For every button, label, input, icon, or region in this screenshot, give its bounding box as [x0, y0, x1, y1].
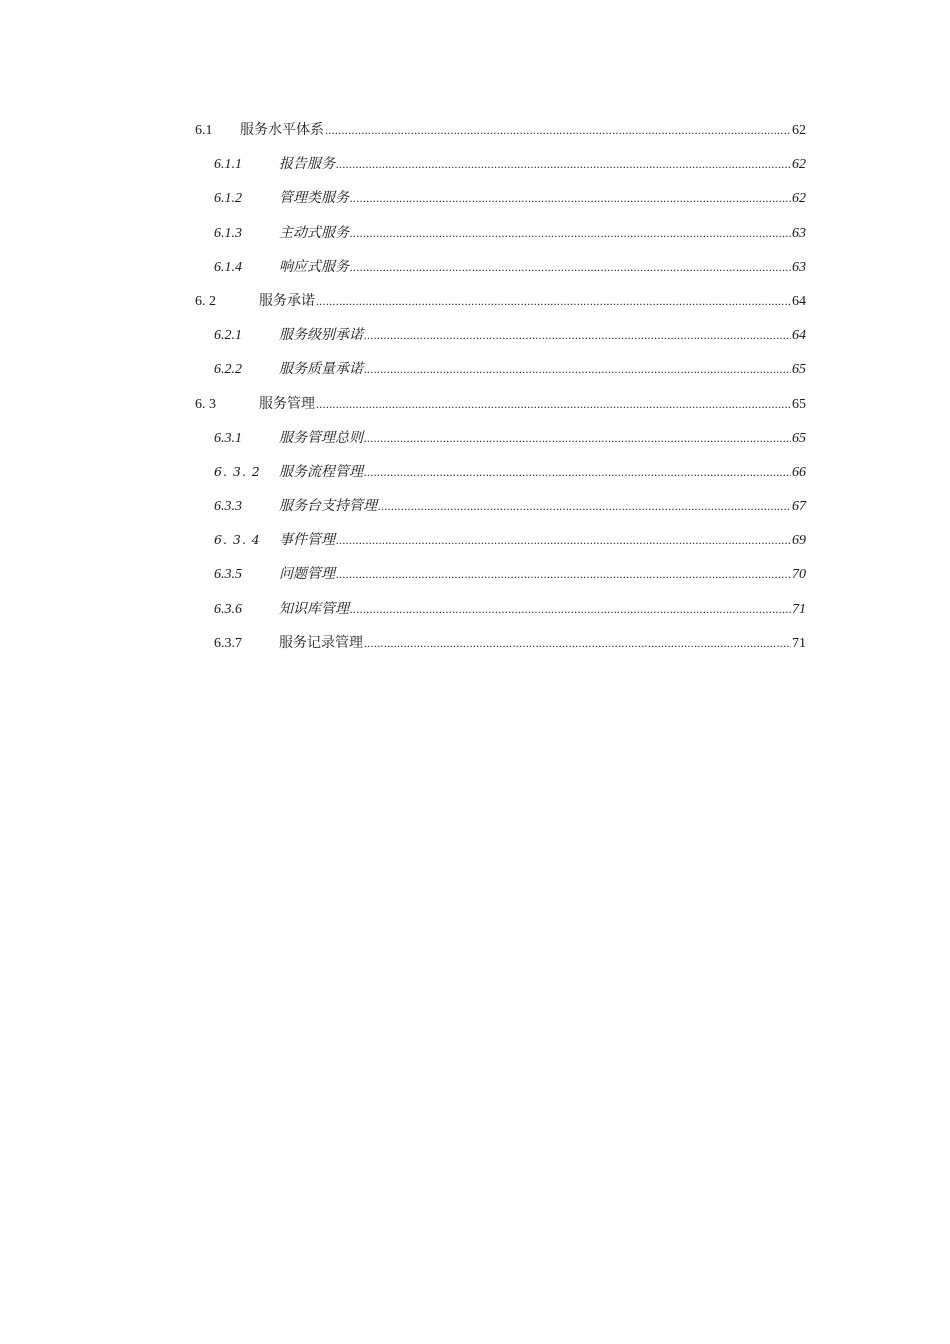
toc-dot-leader [325, 123, 791, 138]
toc-entry-number: 6.3.7 [214, 635, 242, 651]
toc-entry-title: 服务级别承诺 [279, 327, 363, 344]
toc-entry[interactable] [195, 290, 806, 324]
toc-dot-leader [364, 636, 791, 651]
toc-dot-leader [350, 602, 791, 617]
toc-dot-leader [378, 499, 791, 514]
toc-entry-number: 6. 3. 2 [214, 463, 261, 479]
toc-entry-title: 服务承诺 [259, 292, 315, 309]
toc-entry-page-number: 66 [792, 464, 806, 480]
toc-dot-leader [336, 157, 791, 172]
toc-entry[interactable] [195, 461, 806, 495]
toc-entry-title: 服务管理总则 [279, 429, 363, 446]
toc-dot-leader [336, 533, 791, 548]
toc-dot-leader [364, 431, 791, 446]
toc-entry-page-number: 65 [792, 430, 806, 446]
toc-dot-leader [350, 191, 791, 206]
toc-entry-number: 6.1 [195, 123, 213, 138]
toc-entry-page-number: 63 [792, 225, 806, 241]
toc-entry[interactable] [195, 153, 806, 187]
toc-entry-number: 6.3.5 [214, 567, 242, 583]
toc-entry[interactable] [195, 598, 806, 632]
toc-dot-leader [350, 260, 791, 275]
toc-entry-page-number: 71 [792, 601, 806, 617]
toc-entry-title: 主动式服务 [279, 224, 349, 241]
toc-entry-title: 知识库管理 [279, 600, 349, 617]
toc-entry-page-number: 62 [792, 123, 806, 138]
toc-entry-page-number: 65 [792, 396, 806, 412]
toc-entry[interactable] [195, 632, 806, 666]
toc-dot-leader [336, 567, 791, 582]
toc-entry[interactable] [195, 358, 806, 392]
toc-entry-number: 6. 2 [195, 293, 216, 309]
toc-entry-title: 服务水平体系 [240, 122, 324, 138]
toc-entry-page-number: 64 [792, 328, 806, 344]
toc-entry[interactable] [195, 222, 806, 256]
toc-entry-title: 报告服务 [279, 156, 335, 173]
toc-entry-title: 问题管理 [279, 566, 335, 583]
toc-entry-title: 服务记录管理 [279, 634, 363, 651]
toc-entry-number: 6.1.4 [214, 259, 242, 275]
toc-entry-page-number: 65 [792, 362, 806, 378]
toc-dot-leader [364, 328, 791, 343]
toc-entry-page-number: 67 [792, 499, 806, 515]
toc-entry[interactable] [195, 529, 806, 563]
toc-entry-title: 管理类服务 [279, 190, 349, 207]
toc-entry-title: 服务台支持管理 [279, 498, 377, 515]
toc-entry-number: 6.1.1 [214, 157, 242, 173]
toc-entry-title: 服务质量承诺 [279, 361, 363, 378]
table-of-contents [195, 119, 806, 666]
toc-entry-title: 事件管理 [279, 532, 335, 549]
toc-entry[interactable] [195, 563, 806, 597]
toc-dot-leader [364, 465, 791, 480]
toc-dot-leader [350, 226, 791, 241]
toc-entry-page-number: 69 [792, 533, 806, 549]
toc-entry-page-number: 70 [792, 567, 806, 583]
toc-entry[interactable] [195, 495, 806, 529]
toc-entry-page-number: 62 [792, 191, 806, 207]
toc-entry[interactable] [195, 393, 806, 427]
toc-entry-number: 6.1.3 [214, 225, 242, 241]
toc-entry[interactable] [195, 324, 806, 358]
toc-entry[interactable] [195, 187, 806, 221]
toc-dot-leader [316, 294, 791, 309]
toc-entry-page-number: 62 [792, 157, 806, 173]
toc-entry[interactable] [195, 119, 806, 153]
toc-entry-number: 6.2.1 [214, 328, 242, 344]
toc-entry-page-number: 63 [792, 259, 806, 275]
toc-entry[interactable] [195, 427, 806, 461]
toc-dot-leader [316, 397, 791, 412]
toc-entry-number: 6.1.2 [214, 191, 242, 207]
toc-entry-number: 6.2.2 [214, 362, 242, 378]
toc-entry-number: 6.3.6 [214, 601, 242, 617]
toc-entry-title: 服务流程管理 [279, 463, 363, 480]
toc-dot-leader [364, 362, 791, 377]
toc-entry-number: 6. 3 [195, 396, 216, 412]
toc-entry[interactable] [195, 256, 806, 290]
toc-entry-title: 服务管理 [259, 395, 315, 412]
toc-entry-title: 响应式服务 [279, 258, 349, 275]
toc-entry-page-number: 71 [792, 635, 806, 651]
toc-entry-page-number: 64 [792, 293, 806, 309]
toc-entry-number: 6.3.3 [214, 499, 242, 515]
toc-entry-number: 6. 3. 4 [214, 532, 261, 548]
toc-entry-number: 6.3.1 [214, 430, 242, 446]
